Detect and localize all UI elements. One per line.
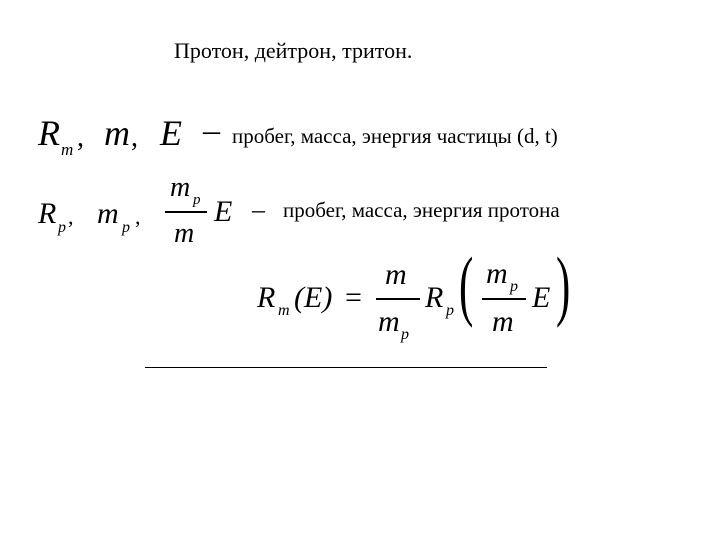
right-parenthesis: ) [556,241,571,328]
symbol-R-subscript: p [58,219,66,236]
symbol-R: R [38,113,60,153]
inner-numerator-subscript: p [510,278,518,295]
fraction-numerator: m [170,172,191,203]
particle-description: пробег, масса, энергия частицы (d, t) [232,124,558,148]
fraction-bar [165,211,207,213]
fraction-numerator-subscript: p [193,192,201,208]
formula-R-subscript: p [446,302,454,319]
formula-E: E [532,281,551,314]
formula-R: R [425,281,444,314]
symbol-m: m [104,113,130,153]
symbol-m-subscript: p [122,219,130,236]
fraction-bar [376,298,420,300]
slide-title: Протон, дейтрон, тритон. [174,38,413,63]
equals-sign: = [345,281,362,314]
fraction-bar [482,298,526,300]
comma: , [77,122,84,153]
formula-numerator: m [385,258,407,291]
fraction-denominator: m [174,218,195,249]
dash: – [252,195,265,224]
symbol-R: R [38,197,57,230]
symbol-R-subscript: m [61,140,74,159]
left-parenthesis: ( [459,241,474,328]
comma: , [68,204,74,229]
comma: , [131,122,138,153]
proton-description: пробег, масса, энергия протона [283,198,560,222]
comma: , [135,204,141,229]
formula-R: R [257,281,276,314]
dash: – [203,112,220,149]
formula-denominator: m [378,305,400,338]
formula-R-subscript: m [278,302,290,319]
inner-numerator: m [486,257,508,290]
formula-denominator-subscript: p [401,326,409,343]
formula-argument: (E) [294,281,333,314]
symbol-m: m [97,197,119,230]
symbol-E: E [160,113,182,153]
divider-line [145,367,547,368]
inner-denominator: m [492,305,514,338]
symbol-E: E [214,195,233,228]
